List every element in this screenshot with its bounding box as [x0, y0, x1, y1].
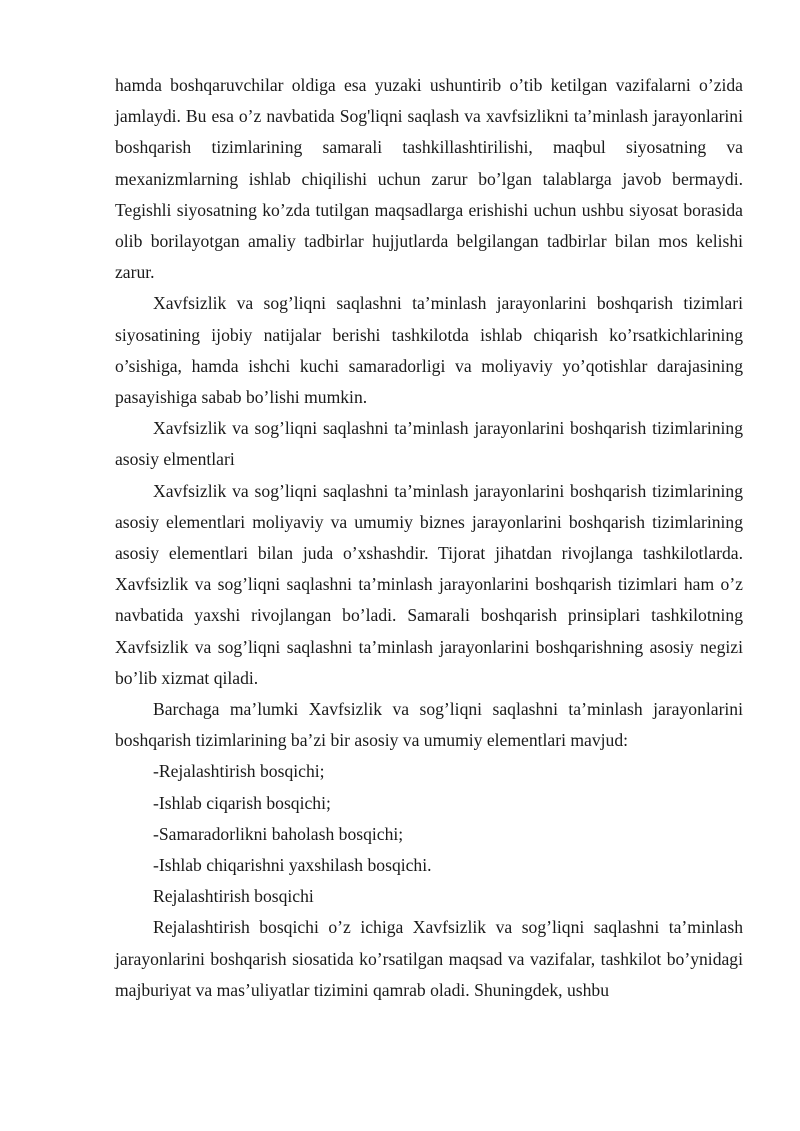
list-item: -Ishlab chiqarishni yaxshilash bosqichi.	[153, 855, 432, 876]
document-page	[115, 70, 743, 1006]
subheading-main-elements: Xavfsizlik va sog’liqni saqlashni ta’minlash jarayonlarini boshqarish tizimlarining asosiy elmentlari	[115, 418, 743, 470]
paragraph-planning-stage: Rejalashtirish bosqichi o’z ichiga Xavfsizlik va sog’liqni saqlashni ta’minlash jarayonlarini boshqarish siosatida ko’rsatilgan maqsad va vazifalar, tashkilot bo’ynidagi majburiyat va mas’uliyatlar tizimini qamrab oladi. Shuningdek, ushbu	[115, 917, 743, 1000]
list-item: -Samaradorlikni baholash bosqichi;	[153, 823, 404, 844]
paragraph-policy-results: Xavfsizlik va sog’liqni saqlashni ta’minlash jarayonlarini boshqarish tizimlari siyosatining ijobiy natijalar berishi tashkilotda ishlab chiqarish ko’rsatkichlarining o’sishiga, hamda ishchi kuchi samaradorligi va moliyaviy yo’qotishlar darajasining pasayishiga sabab bo’lishi mumkin.	[115, 293, 743, 408]
paragraph-continuation: hamda boshqaruvchilar oldiga esa yuzaki ushuntirib o’tib ketilgan vazifalarni o’zida jamlaydi. Bu esa o’z navbatida Sog'liqni saqlash va xavfsizlikni ta’minlash jarayonlarini boshqarish tizimlarining samarali tashkillashtirilishi, maqbul siyosatning va mexanizmlarning ishlab chiqilishi uchun zarur bo’lgan talablarga javob bermaydi. Tegishli siyosatning ko’zda tutilgan maqsadlarga erishishi uchun ushbu siyosat borasida olib borilayotgan amaliy tadbirlar hujjutlarda belgilangan tadbirlar bilan mos kelishi zarur.	[115, 75, 743, 283]
list-item: -Rejalashtirish bosqichi;	[153, 761, 325, 782]
list-item: -Ishlab ciqarish bosqichi;	[153, 792, 331, 813]
section-heading: Rejalashtirish bosqichi	[153, 886, 314, 907]
paragraph-common-elements: Barchaga ma’lumki Xavfsizlik va sog’liqni saqlashni ta’minlash jarayonlarini boshqarish tizimlarining ba’zi bir asosiy va umumiy elementlari mavjud:	[115, 699, 743, 751]
paragraph-elements-similarity: Xavfsizlik va sog’liqni saqlashni ta’minlash jarayonlarini boshqarish tizimlarining asosiy elementlari moliyaviy va umumiy biznes jarayonlarini boshqarish tizimlarining asosiy elementlari bilan juda o’xshashdir. Tijorat jihatdan rivojlanga tashkilotlarda. Xavfsizlik va sog’liqni saqlashni ta’minlash jarayonlarini boshqarish tizimlari ham o’z navbatida yaxshi rivojlangan bo’ladi. Samarali boshqarish prinsiplari tashkilotning Xavfsizlik va sog’liqni saqlashni ta’minlash jarayonlarini boshqarishning asosiy negizi bo’lib xizmat qiladi.	[115, 480, 743, 688]
